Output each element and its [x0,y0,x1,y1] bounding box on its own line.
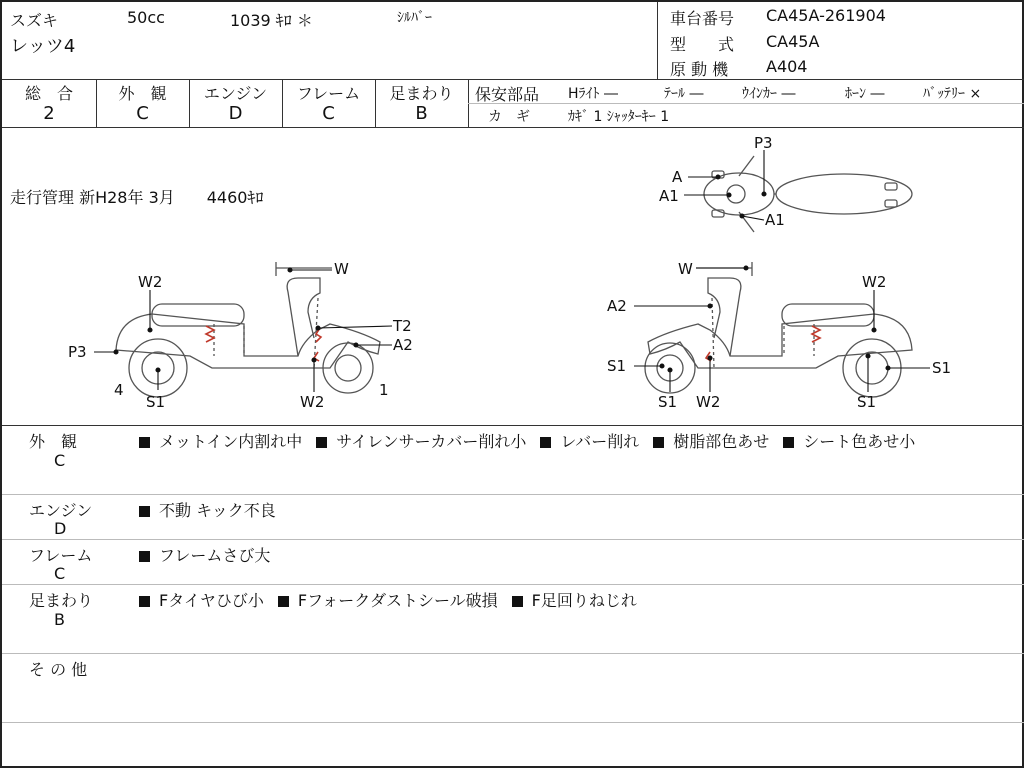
label-left-4: 4 [114,381,124,399]
safety-item-battery: ﾊﾞｯﾃﾘｰ × [923,86,982,102]
grade-label-suspension: 足まわり [389,84,454,103]
note-label-suspension: 足まわり [29,591,94,610]
note-grade-suspension: B [54,610,65,629]
label-right-w2: W2 [862,273,887,291]
label-left-t2: T2 [393,317,412,335]
note-label-other: そ の 他 [29,660,88,679]
label-right-s1-front: S1 [658,393,678,411]
key-label: カ ギ [488,109,530,125]
engine-label: 原 動 機 [670,60,729,79]
type-label: 型 式 [670,35,735,54]
label-right-s1-right: S1 [932,359,952,377]
grade-label-engine: エンジン [203,84,268,103]
label-left-w: W [334,260,349,278]
grade-value-frame: C [322,103,335,124]
safety-item-horn: ﾎｰﾝ ― [845,86,885,102]
grade-label-frame: フレーム [296,84,361,103]
note-items-engine: 不動 キック不良 [139,498,276,521]
label-top-p3: P3 [754,134,773,152]
grade-label-exterior: 外 観 [118,84,167,103]
mileage: 1039 ｷﾛ ＊ [230,11,313,30]
label-left-w2: W2 [138,273,163,291]
note-items-exterior: メットイン内割れ中 サイレンサーカバー削れ小 レバー削れ 樹脂部色あせ シート色あせ小 [139,429,915,452]
note-grade-frame: C [54,564,66,583]
safety-parts-label: 保安部品 [475,85,540,104]
safety-item-winker: ｳｲﾝｶｰ ― [742,86,796,102]
color: ｼﾙﾊﾞｰ [397,10,432,26]
model-name: レッツ4 [10,36,76,57]
grade-value-total: 2 [43,103,55,124]
chassis-value: CA45A-261904 [766,6,886,25]
label-right-w: W [678,260,693,278]
note-items-suspension: Fタイヤひび小 Fフォークダストシール破損 F足回りねじれ [139,588,637,611]
label-left-1: 1 [379,381,389,399]
displacement: 50cc [127,8,165,27]
note-label-exterior: 外 観 [29,432,78,451]
note-grade-exterior: C [54,451,66,470]
note-items-frame: フレームさび大 [139,543,270,566]
grade-value-exterior: C [136,103,149,124]
label-left-s1: S1 [146,393,166,411]
scooter-diagram [2,128,1024,425]
engine-value: A404 [766,57,808,76]
label-top-a1-right: A1 [765,211,785,229]
grade-label-total: 総 合 [24,84,73,103]
grade-value-engine: D [228,103,243,124]
safety-item-headlight: Hﾗｲﾄ ― [568,86,618,102]
maker: スズキ [10,11,59,30]
label-right-s1-rear: S1 [857,393,877,411]
label-left-w2-bottom: W2 [300,393,325,411]
key-value: ｶｷﾞ 1 ｼｬｯﾀｰｷｰ 1 [568,109,670,125]
label-right-w2-bottom: W2 [696,393,721,411]
chassis-label: 車台番号 [670,9,735,28]
note-label-engine: エンジン [29,501,93,520]
top-view-scooter [704,156,912,232]
note-grade-engine: D [54,519,67,538]
label-top-a: A [672,168,683,186]
grade-value-suspension: B [415,103,428,124]
type-value: CA45A [766,32,820,51]
label-right-s1-left: S1 [607,357,627,375]
note-label-frame: フレーム [29,546,93,565]
label-left-a2: A2 [393,336,413,354]
mileage-note: 走行管理 新H28年 3月 4460ｷﾛ [10,188,264,207]
label-right-a2: A2 [607,297,627,315]
safety-item-tail: ﾃｰﾙ ― [664,86,704,102]
label-top-a1-left: A1 [659,187,679,205]
label-left-p3: P3 [68,343,87,361]
